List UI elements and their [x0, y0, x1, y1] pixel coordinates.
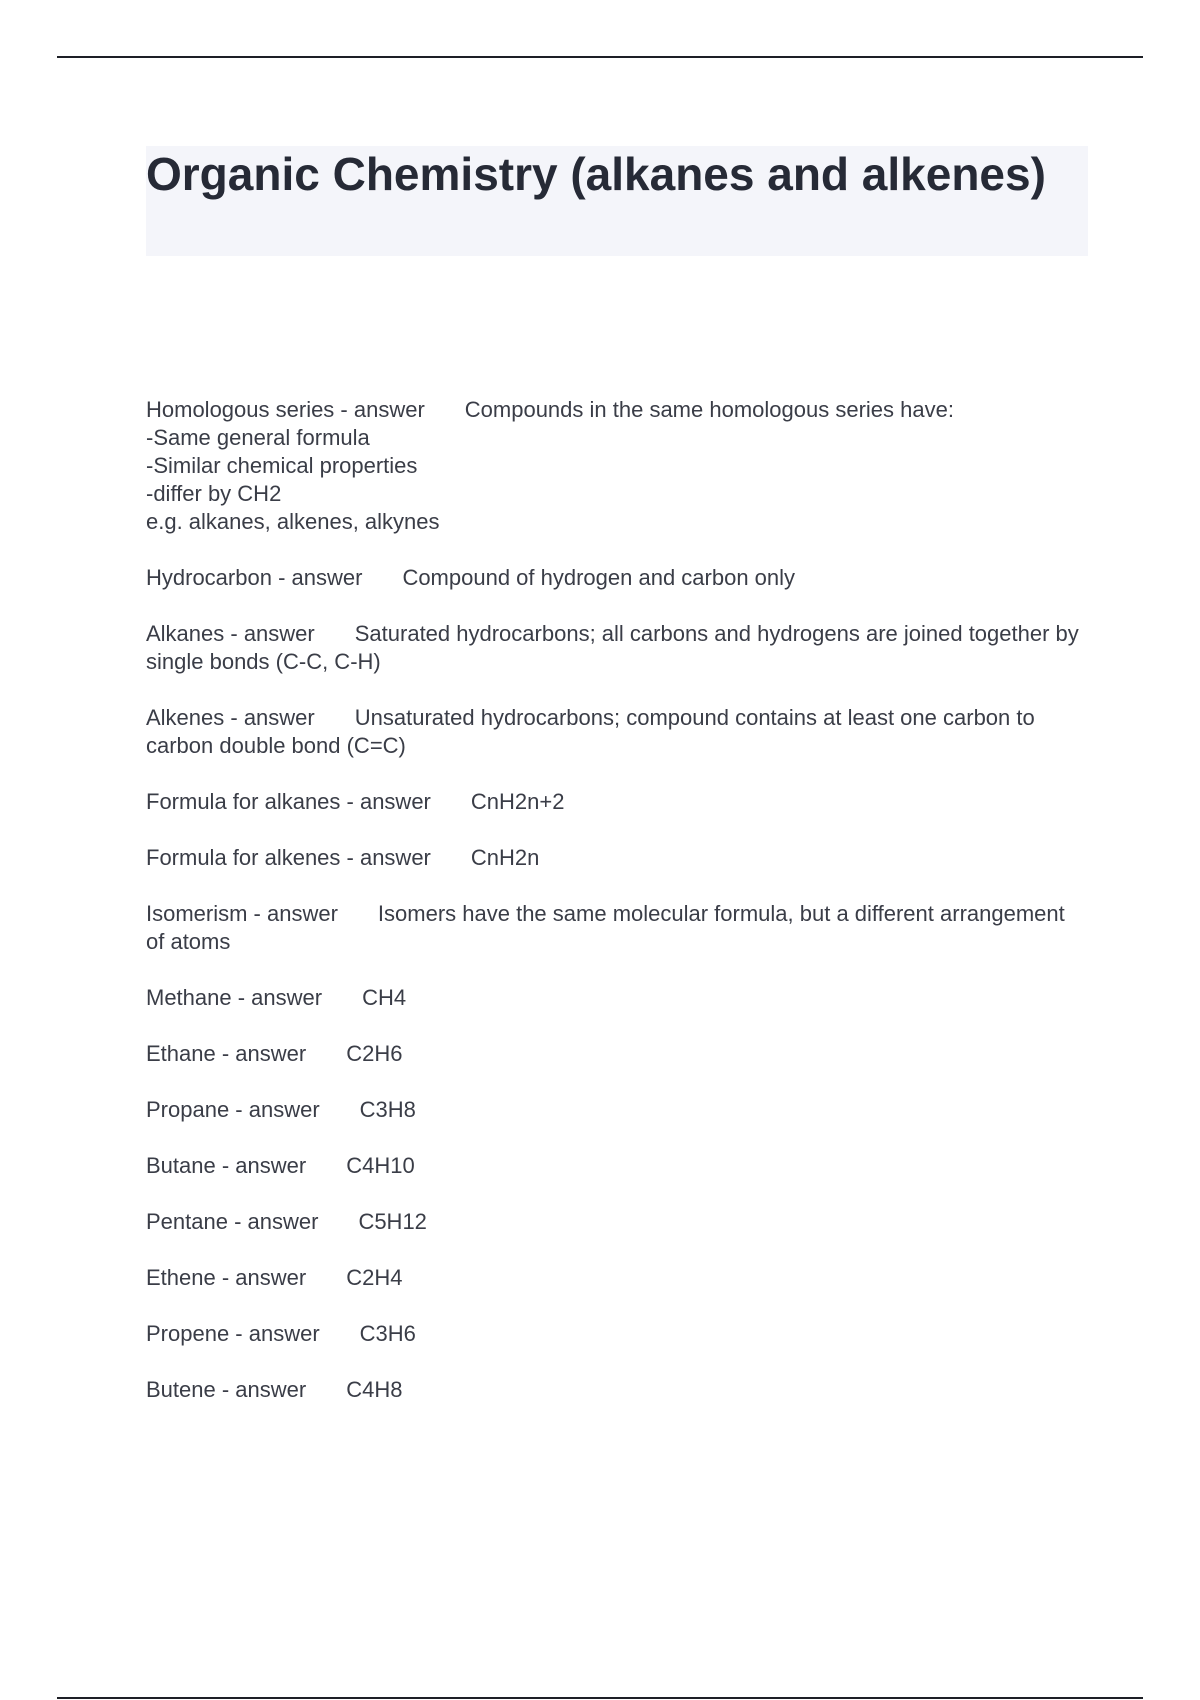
list-item	[146, 1152, 1086, 1180]
list-item	[146, 788, 1086, 816]
list-item	[146, 1320, 1086, 1348]
entry-definition: Saturated hydrocarbons; all carbons and hydrogens are joined together by single bonds (C-C, C-H)	[146, 621, 1079, 674]
list-item	[146, 620, 1086, 676]
list-item	[146, 704, 1086, 760]
entry-definition: C4H10	[346, 1153, 415, 1178]
entry-definition: Unsaturated hydrocarbons; compound contains at least one carbon to carbon double bond (C=C)	[146, 705, 1035, 758]
entry-term: Propane - answer	[146, 1097, 320, 1122]
list-item	[146, 1096, 1086, 1124]
entry-term: Ethene - answer	[146, 1265, 307, 1290]
entry-definition: Compound of hydrogen and carbon only	[402, 565, 796, 590]
list-item	[146, 900, 1086, 956]
list-item	[146, 564, 1086, 592]
entry-definition: Compounds in the same homologous series have: -Same general formula -Similar chemical properties -differ by CH2 e.g. alkanes, alkenes, alkynes	[146, 397, 954, 534]
entry-definition: C5H12	[358, 1209, 427, 1234]
page-title: Organic Chemistry (alkanes and alkenes)	[146, 148, 1046, 200]
top-divider	[57, 56, 1143, 58]
entry-definition: C3H6	[359, 1321, 416, 1346]
flashcard-list	[146, 396, 1086, 1432]
entry-term: Homologous series - answer	[146, 397, 425, 422]
entry-definition: C3H8	[359, 1097, 416, 1122]
list-item	[146, 1040, 1086, 1068]
entry-definition: C4H8	[346, 1377, 403, 1402]
list-item	[146, 1264, 1086, 1292]
entry-term: Methane - answer	[146, 985, 323, 1010]
entry-term: Alkanes - answer	[146, 621, 315, 646]
entry-term: Propene - answer	[146, 1321, 320, 1346]
entry-definition: CnH2n	[470, 845, 540, 870]
entry-term: Formula for alkanes - answer	[146, 789, 431, 814]
entry-term: Butane - answer	[146, 1153, 307, 1178]
entry-term: Alkenes - answer	[146, 705, 315, 730]
entry-term: Ethane - answer	[146, 1041, 307, 1066]
entry-definition: C2H4	[346, 1265, 403, 1290]
entry-definition: CH4	[362, 985, 407, 1010]
entry-term: Hydrocarbon - answer	[146, 565, 363, 590]
entry-term: Formula for alkenes - answer	[146, 845, 431, 870]
list-item	[146, 844, 1086, 872]
entry-term: Isomerism - answer	[146, 901, 338, 926]
entry-definition: C2H6	[346, 1041, 403, 1066]
entry-term: Butene - answer	[146, 1377, 307, 1402]
list-item	[146, 1208, 1086, 1236]
entry-term: Pentane - answer	[146, 1209, 319, 1234]
list-item	[146, 1376, 1086, 1404]
entry-definition: Isomers have the same molecular formula, but a different arrangement of atoms	[146, 901, 1065, 954]
list-item	[146, 396, 1086, 536]
bottom-divider	[57, 1697, 1143, 1699]
entry-definition: CnH2n+2	[470, 789, 565, 814]
list-item	[146, 984, 1086, 1012]
